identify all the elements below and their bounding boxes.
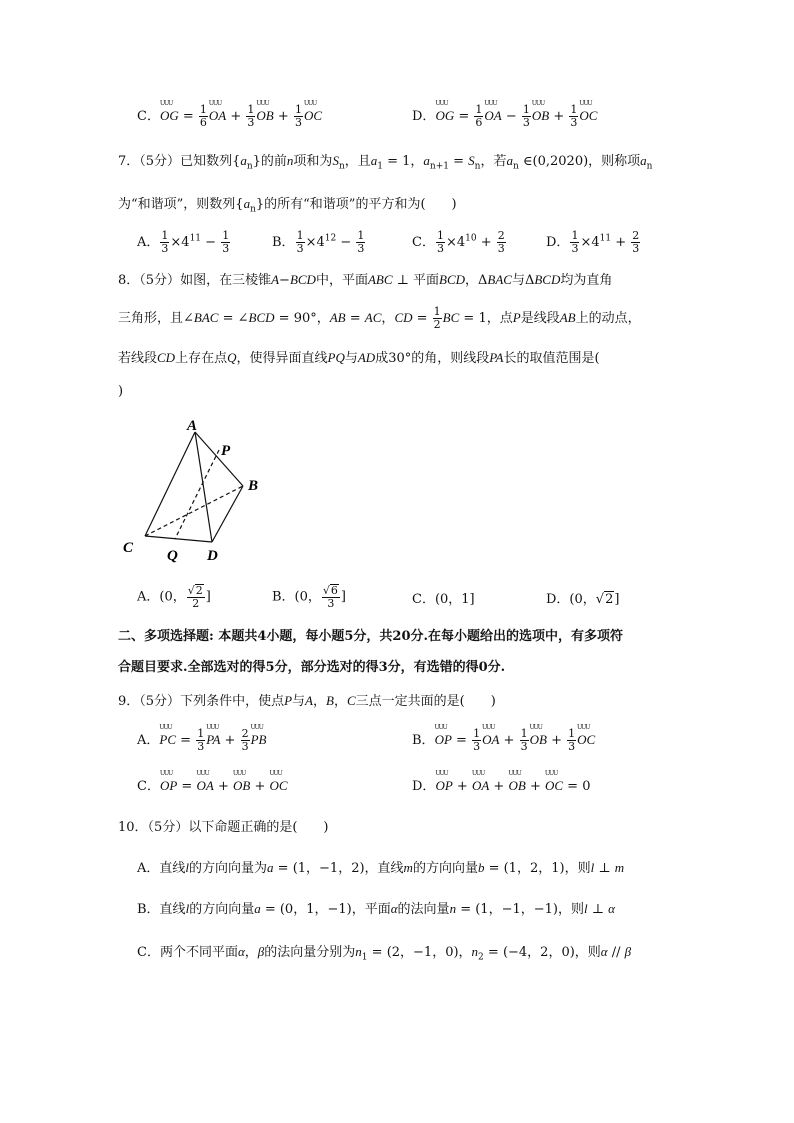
q9-option-b: B．UUU OP = $\frac{1}{3}$ UUU OA + $\frac{1}{3}$ UUU OB + $\frac{1}{3}$ UUU OC — [412, 728, 595, 753]
q9-option-c: C．UUU OP = UUU OA + UUU OB + UUU OC — [137, 775, 288, 794]
q7-option-d: D． $\frac{1}{3}$ $\times 4^{11}$ + $\frac{2}{3}$ — [546, 229, 640, 255]
q7-stem-line1: 7．（5分）已知数列$\{a_n\}$的前n项和为$S_n$，且$a_1 = 1$，$a_{n+1} = S_n$，若$a_n$ ∈(0,2020)，则称项$a_n$ — [118, 153, 653, 172]
q8-stem-line4: ) — [118, 384, 124, 399]
label-d: D — [207, 548, 218, 564]
q8-stem-line2: 三角形，且∠BAC = ∠BCD = 90°，AB = AC，CD = $\frac{1}{2}$ BC = 1，点P是线段AB上的动点， — [118, 305, 641, 331]
label-c: C — [123, 540, 134, 556]
section2-line1: 二、多项选择题: 本题共4小题，每小题5分，共20分.在每小题给出的选项中，有多项符 — [118, 629, 624, 644]
q6-option-c: C．UUU OG = $\frac{1}{6}$ UUU OA + $\frac{1}{3}$ UUU OB + $\frac{1}{3}$ UUU OC — [137, 104, 322, 129]
edge-cb-hidden — [145, 486, 243, 536]
q9-stem: 9．（5分）下列条件中，使点P与A，B，C三点一定共面的是( ) — [118, 693, 496, 709]
segment-pq — [175, 450, 219, 539]
q7-option-b: B． $\frac{1}{3}$ $\times 4^{12}$ − $\frac{1}{3}$ — [272, 229, 365, 255]
q8-stem-line3: 若线段CD上存在点Q，使得异面直线PQ与AD成30°的角，则线段PA长的取值范围是( — [118, 350, 600, 366]
q10-option-b: B．直线l的方向向量a = (0，1，−1)，平面α的法向量n = (1，−1，−1)，则l ⊥ α — [137, 901, 615, 917]
q7-option-a: A． $\frac{1}{3}$ $\times 4^{11}$ − $\frac{1}{3}$ — [137, 229, 230, 255]
q8-option-c: C．(0，1] — [412, 592, 475, 607]
q10-stem: 10．（5分）以下命题正确的是( ) — [118, 820, 329, 835]
label-p: P — [221, 443, 231, 459]
q8-option-b: B．(0， $\frac{√6}{3}$ ] — [272, 584, 346, 610]
label-b: B — [248, 478, 259, 494]
q8-stem-line1: 8．（5分）如图，在三棱锥A−BCD中，平面ABC ⊥ 平面BCD，ΔBAC与ΔBCD均为直角 — [118, 272, 613, 288]
edge-cd — [145, 536, 212, 542]
tetrahedron-figure — [115, 410, 275, 570]
q7-option-c: C． $\frac{1}{3}$ $\times 4^{10}$ + $\frac{2}{3}$ — [412, 229, 505, 255]
label-a: A — [187, 418, 198, 434]
q9-option-a: A．UUU PC = $\frac{1}{3}$ UUU PA + $\frac{2}{3}$ UUU PB — [137, 728, 266, 753]
q10-option-c: C．两个不同平面α，β的法向量分别为$n_1 = (2$，−1，0)，$n_2 = (-4$，2，0)，则α // β — [137, 944, 632, 963]
q10-option-a: A．直线l的方向向量为a = (1，−1，2)，直线m的方向向量b = (1，2，1)，则l ⊥ m — [137, 860, 625, 876]
label-q: Q — [167, 548, 178, 564]
q7-stem-line2: 为“和谐项”，则数列$\{a_n\}$的所有“和谐项”的平方和为( ) — [118, 196, 457, 215]
q9-option-d: D．UUU OP + UUU OA + UUU OB + UUU OC = 0 — [412, 775, 590, 794]
section2-line2: 合题目要求.全部选对的得5分，部分选对的得3分，有选错的得0分. — [118, 660, 506, 675]
q8-option-d: D．(0，√2] — [546, 592, 620, 607]
q8-option-a: A．(0， $\frac{√2}{2}$ ] — [137, 584, 211, 610]
edge-ac — [145, 432, 195, 536]
q6-option-d: D．UUU OG = $\frac{1}{6}$ UUU OA − $\frac{1}{3}$ UUU OB + $\frac{1}{3}$ UUU OC — [412, 104, 597, 129]
